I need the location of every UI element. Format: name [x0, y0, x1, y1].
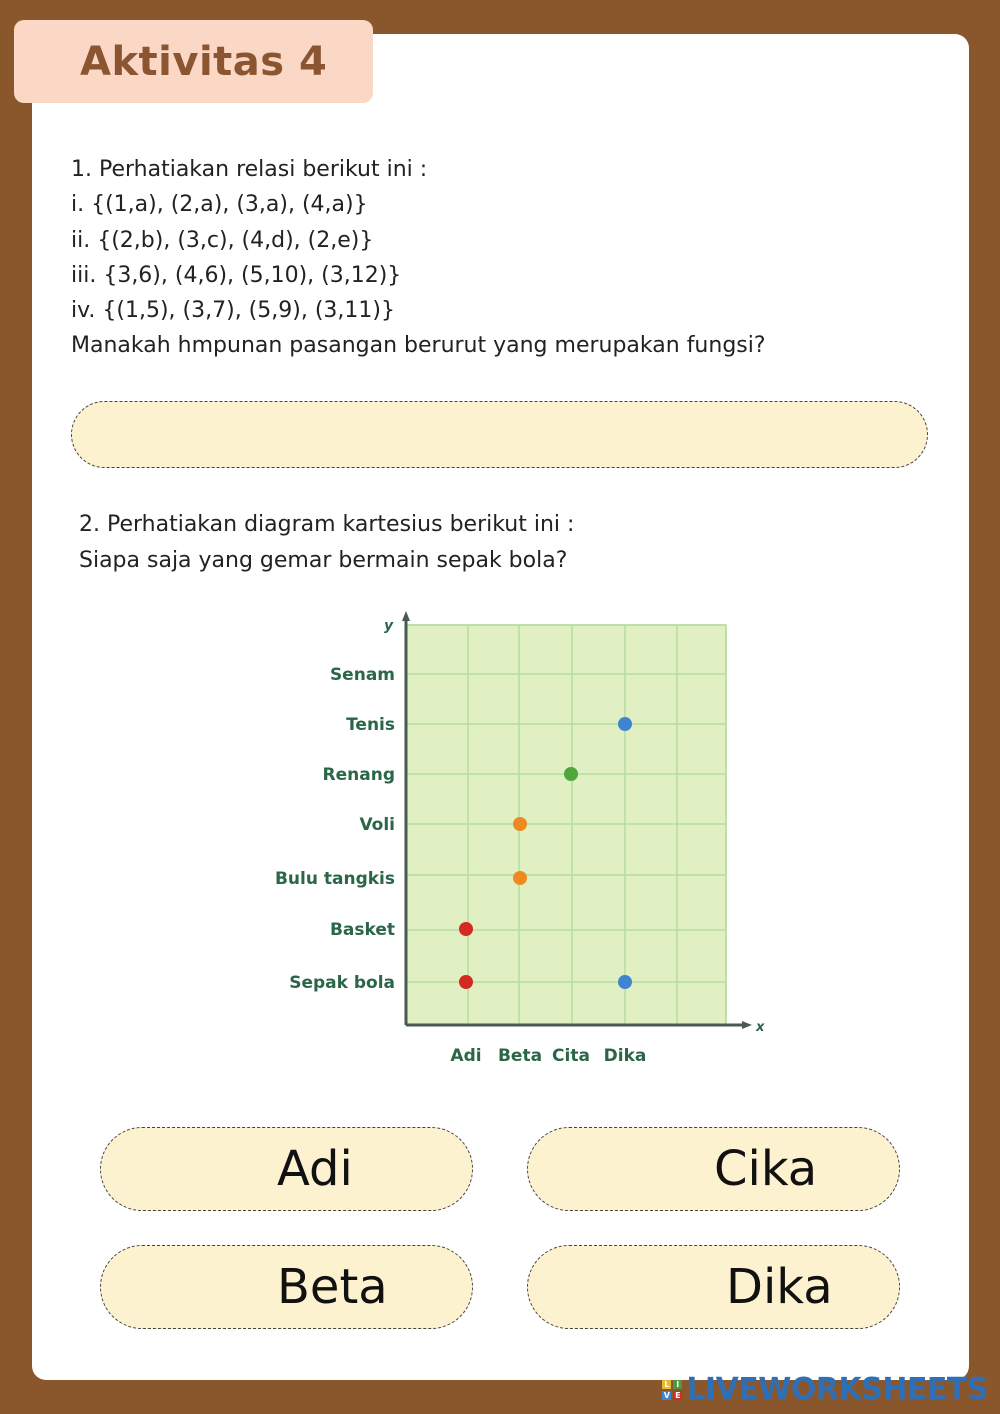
- data-point: [513, 871, 527, 885]
- y-axis-label: y: [384, 618, 394, 634]
- x-axis-arrow: [742, 1021, 752, 1029]
- x-tick-label: Dika: [603, 1046, 647, 1066]
- question-1-line: Manakah hmpunan pasangan berurut yang merupakan fungsi?: [71, 333, 766, 359]
- logo-letter-i: I: [673, 1380, 682, 1389]
- y-tick-label: Sepak bola: [289, 973, 395, 993]
- data-point: [459, 975, 473, 989]
- y-tick-label: Voli: [359, 815, 395, 835]
- question-1-line: 1. Perhatiakan relasi berikut ini :: [71, 157, 428, 182]
- y-tick-label: Renang: [322, 765, 395, 785]
- data-point: [459, 922, 473, 936]
- y-tick-label: Basket: [329, 920, 395, 940]
- data-point: [618, 717, 632, 731]
- option-label: Dika: [726, 1259, 833, 1315]
- x-tick-label: Cita: [552, 1046, 590, 1066]
- logo-letter-e: E: [675, 1390, 681, 1400]
- x-axis-label: x: [756, 1020, 765, 1035]
- logo-letter-v: V: [663, 1390, 670, 1400]
- question-1-line: iii. {3,6), (4,6), (5,10), (3,12)}: [71, 262, 402, 288]
- liveworksheets-logo: [662, 1372, 988, 1407]
- question-1-line: iv. {(1,5), (3,7), (5,9), (3,11)}: [71, 298, 395, 324]
- option-label: Beta: [277, 1259, 388, 1315]
- question-2: [79, 507, 574, 578]
- answer-input-q1[interactable]: [71, 401, 928, 468]
- data-point: [618, 975, 632, 989]
- logo-grid-icon: [662, 1380, 682, 1400]
- option-adi[interactable]: [100, 1127, 473, 1211]
- logo-letter-l: L: [664, 1379, 670, 1389]
- brand-name: LIVEWORKSHEETS: [686, 1372, 988, 1407]
- data-point: [564, 767, 578, 781]
- page-title: Aktivitas 4: [80, 38, 328, 85]
- question-1-line: ii. {(2,b), (3,c), (4,d), (2,e)}: [71, 227, 374, 253]
- data-point: [513, 817, 527, 831]
- x-tick-label: Beta: [497, 1046, 543, 1066]
- option-beta[interactable]: [100, 1245, 473, 1329]
- question-1-line: i. {(1,a), (2,a), (3,a), (4,a)}: [71, 192, 368, 218]
- plot-area: [406, 625, 726, 1025]
- question-2-line: Siapa saja yang gemar bermain sepak bola?: [79, 547, 568, 573]
- question-2-line: 2. Perhatiakan diagram kartesius berikut ini :: [79, 512, 575, 537]
- y-tick-label: Bulu tangkis: [274, 869, 395, 889]
- option-cika[interactable]: [527, 1127, 900, 1211]
- cartesian-diagram: [240, 605, 770, 1075]
- y-tick-label: Tenis: [346, 715, 395, 735]
- y-axis-arrow: [402, 611, 410, 621]
- question-1: [71, 152, 766, 364]
- option-label: Cika: [714, 1141, 818, 1197]
- option-dika[interactable]: [527, 1245, 900, 1329]
- option-label: Adi: [277, 1141, 353, 1197]
- x-tick-label: Adi: [450, 1046, 482, 1066]
- y-tick-label: Senam: [329, 665, 395, 685]
- title-tab: [14, 20, 373, 103]
